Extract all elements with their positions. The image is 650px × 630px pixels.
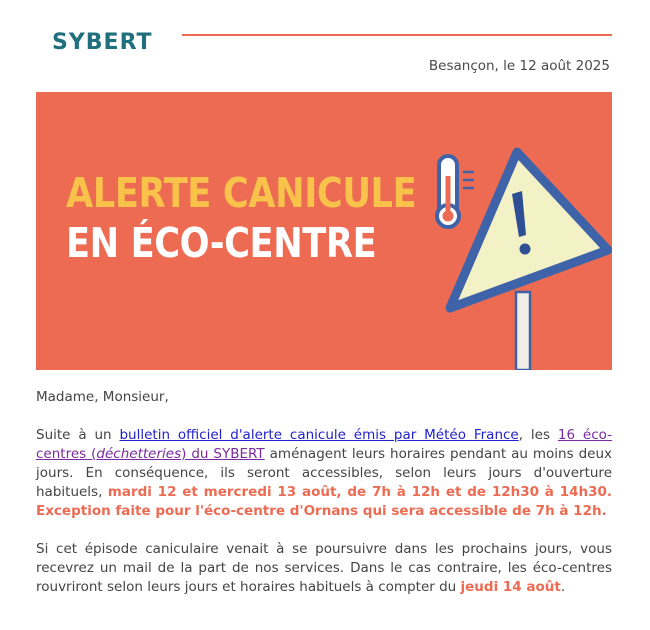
text-segment: , les bbox=[518, 427, 558, 443]
sybert-logo[interactable]: SYBERT bbox=[52, 30, 153, 55]
warning-sign-icon bbox=[450, 152, 608, 370]
paragraph-announcement bbox=[36, 426, 612, 521]
letter-date: Besançon, le 12 août 2025 bbox=[428, 58, 610, 74]
meteo-france-bulletin-link[interactable]: bulletin officiel d'alerte canicule émis par Météo France bbox=[119, 427, 519, 443]
text-segment: . bbox=[560, 579, 566, 595]
thermometer-icon bbox=[437, 156, 473, 227]
text-segment: Si cet épisode caniculaire venait à se poursuivre dans les prochains jours, vous recevrez un mail de la part de nos services. Dans le cas contraire, les éco-centres rouvriront selon leurs jours et horaires habituels à compter du bbox=[36, 541, 612, 595]
paragraph-follow-up bbox=[36, 540, 612, 597]
banner-illustration bbox=[36, 92, 612, 370]
banner-title-line-1: ALERTE CANICULE bbox=[66, 169, 417, 217]
eco-centres-link-text-end: ) du SYBERT bbox=[181, 446, 265, 462]
eco-centres-link-text: 16 éco-centres ( bbox=[36, 427, 613, 462]
reopening-date-highlight: jeudi 14 août bbox=[460, 579, 561, 595]
email-header bbox=[0, 0, 650, 60]
eco-centres-link-italic: déchetteries bbox=[96, 446, 182, 462]
heatwave-alert-banner bbox=[36, 92, 612, 370]
header-divider bbox=[182, 34, 612, 36]
greeting: Madame, Monsieur, bbox=[36, 389, 169, 405]
banner-title-line-2: EN ÉCO-CENTRE bbox=[66, 219, 377, 268]
opening-hours-highlight: mardi 12 et mercredi 13 août, de 7h à 12h et de 12h30 à 14h30. Exception faite pour l'éco-centre d'Ornans qui sera accessible de 7h à 12h. bbox=[36, 484, 613, 519]
letter-body bbox=[36, 388, 612, 616]
text-segment: aménagent leurs horaires pendant au moins deux jours. En conséquence, ils seront accessibles, selon leurs jours d'ouverture habituels, bbox=[36, 446, 613, 500]
text-segment: Suite à un bbox=[36, 427, 120, 443]
